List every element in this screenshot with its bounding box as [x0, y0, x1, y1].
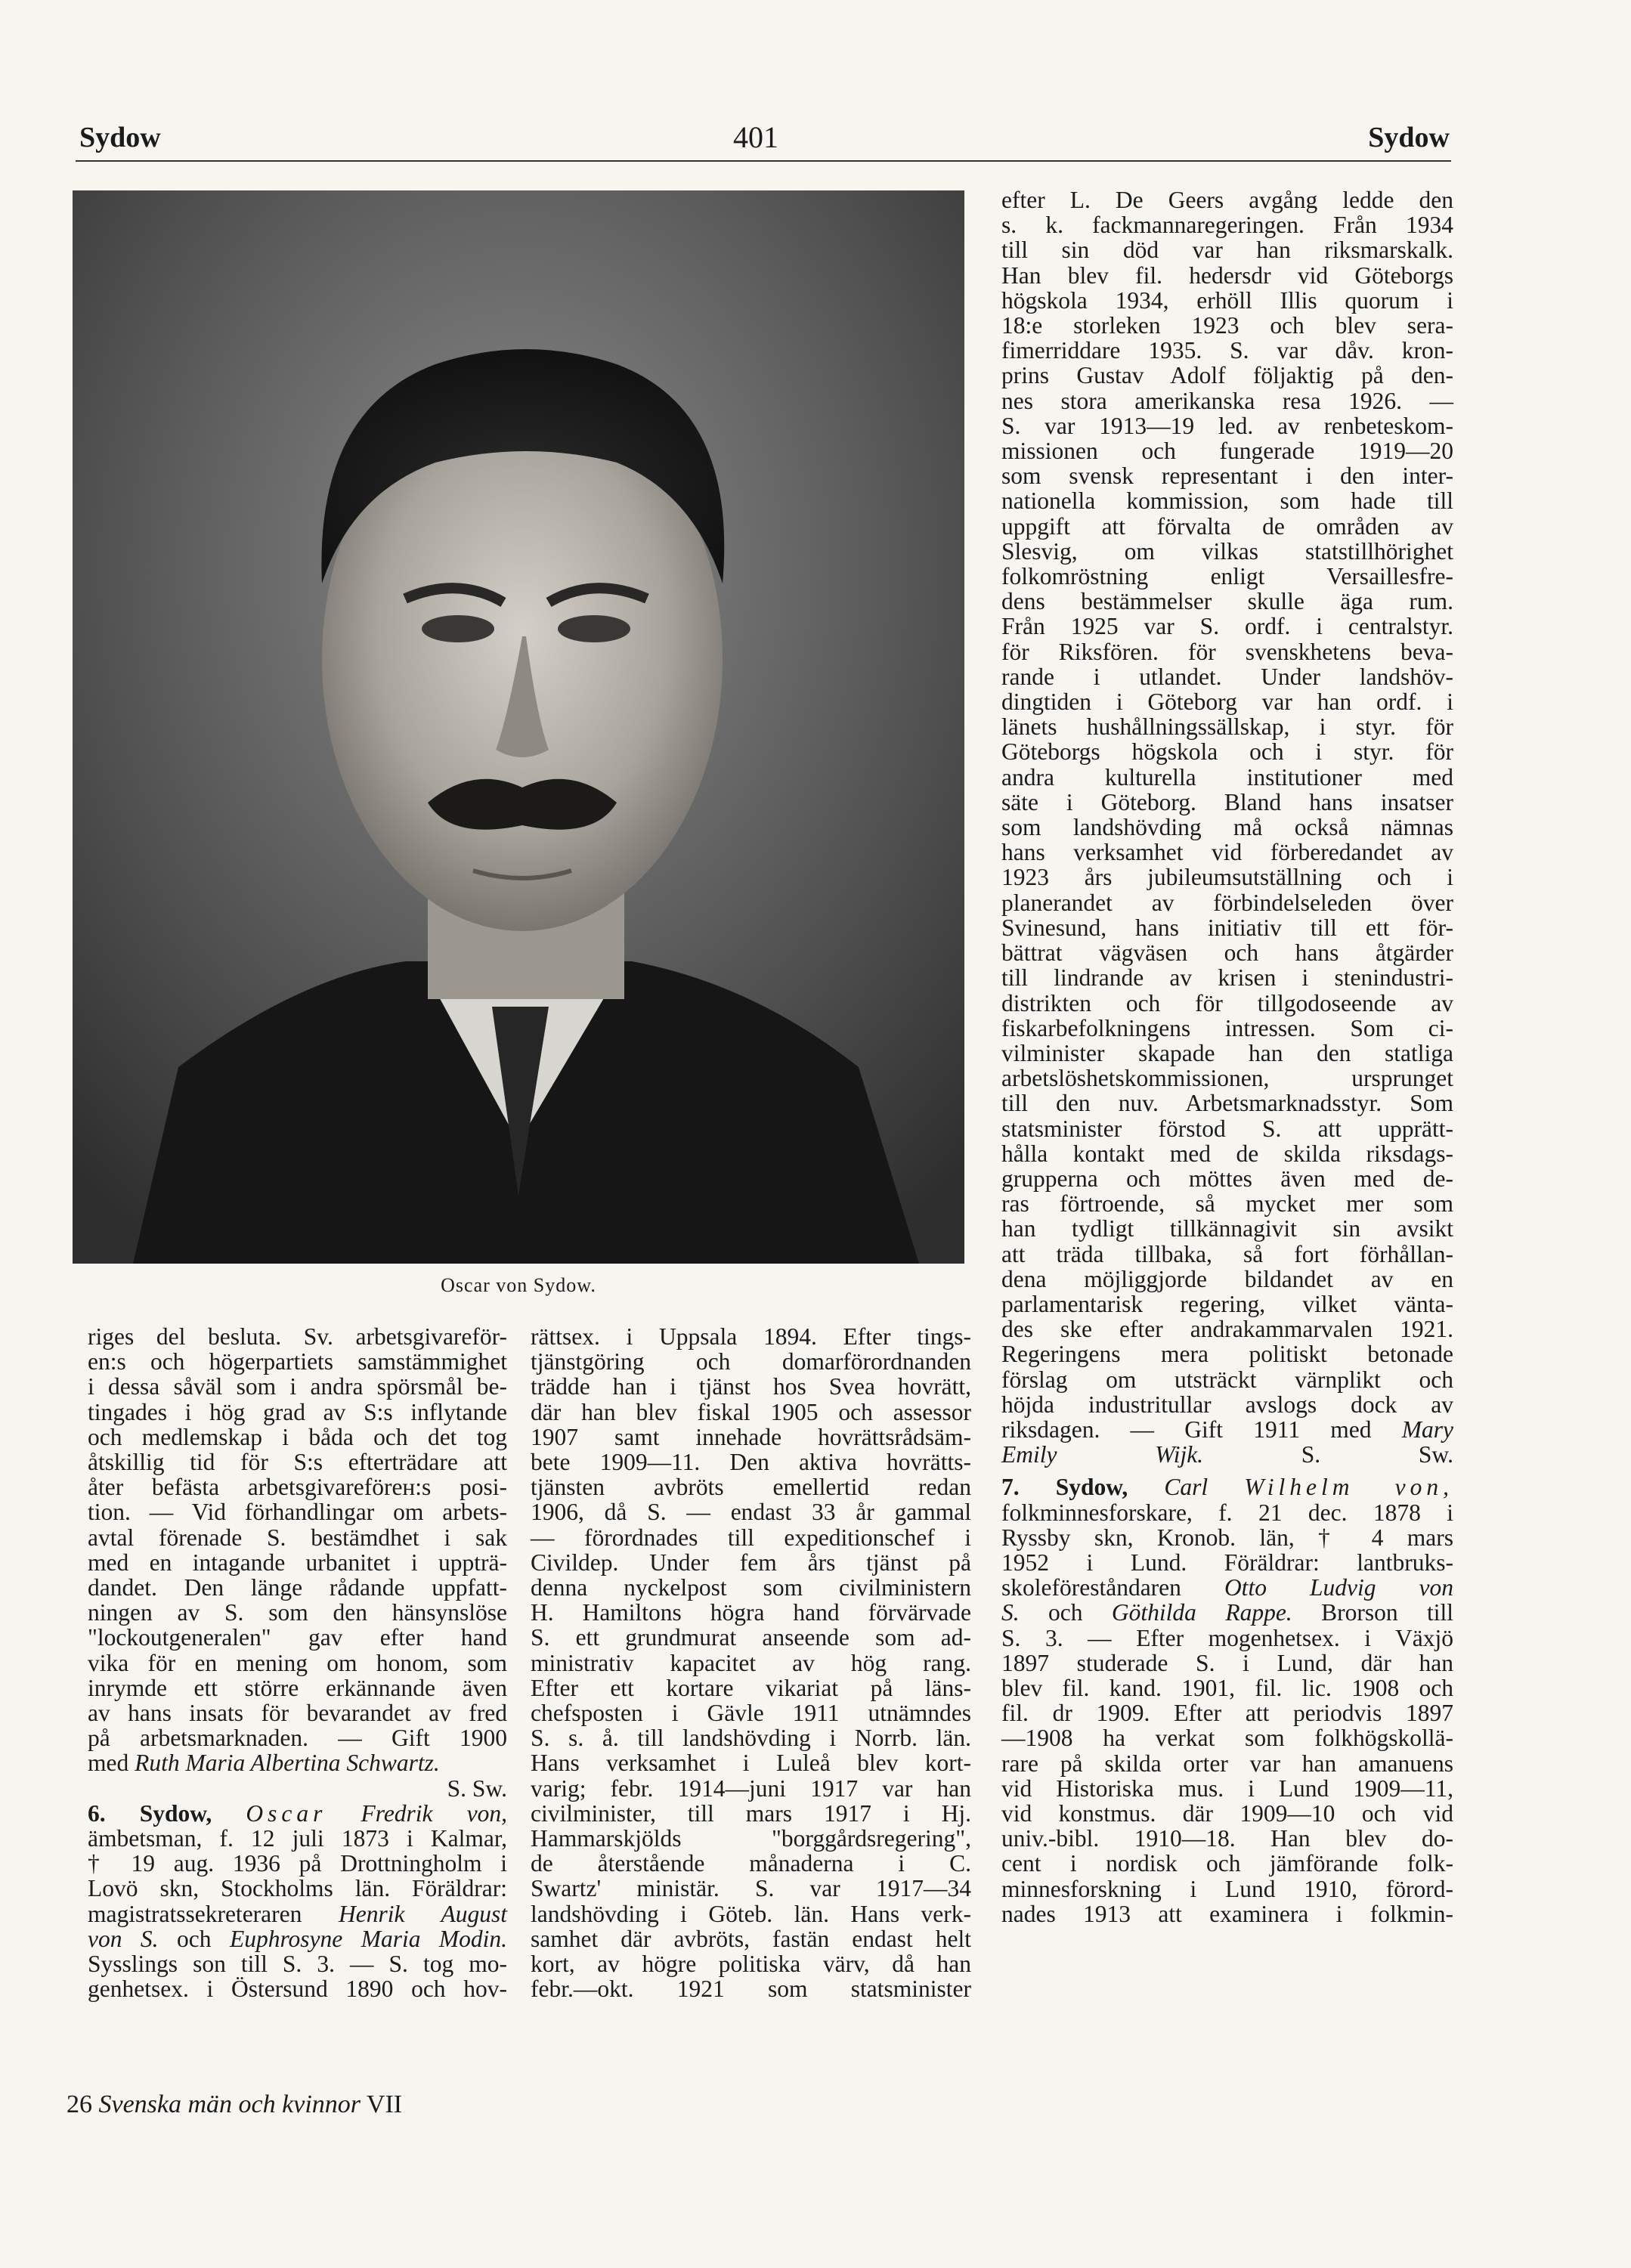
marriage-text: riksdagen. — Gift 1911 med: [1001, 1416, 1372, 1443]
text-column-3: [1001, 187, 1453, 1926]
text-line: S. ett grundmurat anseende som ad-: [531, 1624, 971, 1651]
entry-7-heading: [1001, 1474, 1453, 1499]
text-line: rättsex. i Uppsala 1894. Efter tings-: [531, 1323, 971, 1350]
text-line: hans verksamhet vid förberedandet av: [1001, 839, 1453, 866]
author-signature: S. Sw.: [1301, 1441, 1453, 1468]
marriage-prefix: med: [88, 1750, 129, 1777]
text-line: dandet. Den länge rådande uppfatt-: [88, 1574, 507, 1601]
parents-line: [1001, 1575, 1453, 1600]
text-line: efter L. De Geers avgång ledde den: [1001, 187, 1453, 213]
text-line: Lovö skn, Stockholms län. Föräldrar:: [88, 1875, 507, 1902]
text-line: och medlemskap i båda och det tog: [88, 1423, 507, 1450]
parents-and: och: [1048, 1599, 1083, 1626]
text-line: Sysslings son till S. 3. — S. tog mo-: [88, 1951, 507, 1978]
text-line: ras förtroende, så mycket mer som: [1001, 1190, 1453, 1218]
text-line: denna nyckelpost som civilministern: [531, 1574, 971, 1601]
text-line: som svensk representant i den inter-: [1001, 463, 1453, 490]
father-name-cont: S.: [1001, 1599, 1020, 1626]
text-line: distrikten och för tillgodoseende av: [1001, 989, 1453, 1016]
entry-surname: Sydow,: [139, 1799, 212, 1827]
author-signature: S. Sw.: [447, 1774, 507, 1802]
text-line: folkminnesforskare, f. 21 dec. 1878 i: [1001, 1499, 1453, 1526]
header-rule: [76, 160, 1451, 162]
text-line: av hans insats för bevarandet av fred: [88, 1700, 507, 1727]
text-line: nes stora amerikanska resa 1926. —: [1001, 387, 1453, 414]
text-line: cent i nordisk och jämförande folk-: [1001, 1850, 1453, 1877]
text-line: fil. dr 1909. Efter att periodvis 1897: [1001, 1700, 1453, 1727]
text-line: nationella kommission, som hade till: [1001, 487, 1453, 515]
text-line: rande i utlandet. Under landshöv-: [1001, 663, 1453, 690]
text-line: bättrat vägväsen och hans åtgärder: [1001, 939, 1453, 967]
text-line: planerandet av förbindelseleden över: [1001, 889, 1453, 916]
spouse-name: Mary: [1401, 1416, 1453, 1443]
parents-and: och: [177, 1925, 212, 1952]
text-line: S. var 1913—19 led. av renbeteskom-: [1001, 412, 1453, 439]
running-head-right: Sydow: [1368, 122, 1450, 153]
text-line: Göteborgs högskola och i styr. för: [1001, 738, 1453, 766]
text-line: 1923 års jubileumsutställning och i: [1001, 864, 1453, 891]
text-line: trädde han i tjänst hos Svea hovrätt,: [531, 1373, 971, 1400]
text-line: ämbetsman, f. 12 juli 1873 i Kalmar,: [88, 1825, 507, 1852]
text-line: des ske efter andrakammarvalen 1921.: [1001, 1316, 1453, 1343]
text-line: 1897 studerade S. i Lund, där han: [1001, 1649, 1453, 1676]
text-line: vid Historiska mus. i Lund 1909—11,: [1001, 1774, 1453, 1802]
brother-suffix: Brorson till: [1321, 1599, 1454, 1626]
signature-number: 26: [67, 2090, 92, 2118]
marriage-line: [1001, 1417, 1453, 1442]
text-line: —1908 ha verkat som folkhögskollä-: [1001, 1725, 1453, 1752]
spouse-name: Ruth Maria Albertina Schwartz.: [135, 1750, 440, 1777]
text-line: andra kulturella institutioner med: [1001, 763, 1453, 791]
spouse-name-cont: Emily Wijk.: [1001, 1441, 1204, 1468]
entry-given-rest: Fredrik von,: [361, 1799, 508, 1827]
text-line: till den nuv. Arbetsmarknadsstyr. Som: [1001, 1090, 1453, 1117]
text-line: † 19 aug. 1936 på Drottningholm i: [88, 1850, 507, 1877]
text-line: minnesforskning i Lund 1910, förord-: [1001, 1875, 1453, 1902]
text-line: missionen och fungerade 1919—20: [1001, 438, 1453, 465]
entry-number: 6.: [88, 1799, 106, 1827]
parents-prefix: magistratssekreteraren: [88, 1900, 302, 1927]
text-line: 1906, då S. — endast 33 år gammal: [531, 1499, 971, 1526]
father-name: Otto Ludvig von: [1224, 1574, 1453, 1601]
text-line: arbetslöshetskommissionen, ursprunget: [1001, 1065, 1453, 1092]
running-head-left: Sydow: [79, 122, 161, 153]
text-line: för Riksfören. för svenskhetens beva-: [1001, 638, 1453, 665]
text-line: fiskarbefolkningens intressen. Som ci-: [1001, 1014, 1453, 1041]
text-line: dens bestämmelser skulle äga rum.: [1001, 588, 1453, 615]
entry-given-name: Carl: [1164, 1474, 1209, 1501]
text-line: S. s. å. till landshövding i Norrb. län.: [531, 1725, 971, 1752]
text-line: Han blev fil. hedersdr vid Göteborgs: [1001, 261, 1453, 289]
text-line: ministrativ kapacitet av hög rang.: [531, 1649, 971, 1676]
text-line: där han blev fiskal 1905 och assessor: [531, 1398, 971, 1425]
text-line: 1952 i Lund. Föräldrar: lantbruks-: [1001, 1549, 1453, 1576]
portrait-illustration: [73, 190, 964, 1264]
text-line: han tydligt tillkännagivit sin avsikt: [1001, 1215, 1453, 1242]
text-line: parlamentarisk regering, vilket vänta-: [1001, 1290, 1453, 1317]
parents-line-2: [88, 1926, 507, 1951]
text-line: fimerriddare 1935. S. var dåv. kron-: [1001, 337, 1453, 364]
mother-name: Göthilda Rappe.: [1111, 1599, 1292, 1626]
entry-6-heading: [88, 1801, 507, 1826]
text-line: Ryssby skn, Kronob. län, † 4 mars: [1001, 1524, 1453, 1551]
text-line: förslag om utsträckt värnplikt och: [1001, 1366, 1453, 1393]
text-line: folkomröstning enligt Versaillesfre-: [1001, 563, 1453, 590]
text-line: kort, av högre politiska värv, då han: [531, 1951, 971, 1978]
text-line: samhet där avbröts, fastän endast helt: [531, 1925, 971, 1952]
text-line: dingtiden i Göteborg var han ordf. i: [1001, 688, 1453, 716]
text-line: avtal förenade S. bestämdhet i sak: [88, 1524, 507, 1551]
text-line: blev fil. kand. 1901, fil. lic. 1908 och: [1001, 1674, 1453, 1701]
text-column-2: [531, 1324, 971, 2001]
text-line: varig; febr. 1914—juni 1917 var han: [531, 1774, 971, 1802]
text-line: tion. — Vid förhandlingar om arbets-: [88, 1499, 507, 1526]
father-name: Henrik August: [338, 1900, 507, 1927]
text-line: chefsposten i Gävle 1911 utnämndes: [531, 1700, 971, 1727]
text-line: landshövding i Göteb. län. Hans verk-: [531, 1900, 971, 1927]
page-number: 401: [733, 120, 778, 154]
text-line: "lockoutgeneralen" gav efter hand: [88, 1624, 507, 1651]
text-line: åtskillig tid för S:s efterträdare att: [88, 1449, 507, 1476]
text-line: civilminister, till mars 1917 i Hj.: [531, 1799, 971, 1827]
text-line: febr.—okt. 1921 som statsminister: [531, 1976, 971, 2003]
text-line: länets hushållningssällskap, i styr. för: [1001, 713, 1453, 741]
text-line: vilminister skapade han den statliga: [1001, 1039, 1453, 1066]
text-line: de återstående månaderna i C.: [531, 1850, 971, 1877]
text-line: med en intagande urbanitet i uppträ-: [88, 1549, 507, 1576]
text-line: bete 1909—11. Den aktiva hovrätts-: [531, 1449, 971, 1476]
text-line: säte i Göteborg. Bland hans insatser: [1001, 788, 1453, 815]
text-line: Hans verksamhet i Luleå blev kort-: [531, 1750, 971, 1777]
text-line: nades 1913 att examinera i folkmin-: [1001, 1900, 1453, 1927]
text-line: i dessa såväl som i andra spörsmål be-: [88, 1373, 507, 1400]
text-line: H. Hamiltons högra hand förvärvade: [531, 1599, 971, 1626]
text-line: genhetsex. i Östersund 1890 och hov-: [88, 1976, 507, 2003]
photo-caption: Oscar von Sydow.: [441, 1274, 596, 1296]
text-line: höjda industritullar avslogs dock av: [1001, 1391, 1453, 1418]
text-line: vid konstmus. där 1909—10 och vid: [1001, 1800, 1453, 1827]
text-line: till sin död var han riksmarskalk.: [1001, 237, 1453, 264]
entry-number: 7.: [1001, 1474, 1020, 1501]
text-line: — förordnades till expeditionschef i: [531, 1524, 971, 1551]
text-line: vika för en mening om honom, som: [88, 1649, 507, 1676]
parents-prefix: skoleföreståndaren: [1001, 1574, 1181, 1601]
entry-surname: Sydow,: [1055, 1474, 1128, 1501]
parents-line-2: [1001, 1600, 1453, 1625]
parents-line: [88, 1901, 507, 1926]
text-line: Från 1925 var S. ordf. i centralstyr.: [1001, 613, 1453, 640]
text-line: statsminister förstod S. att upprätt-: [1001, 1115, 1453, 1142]
text-line: prins Gustav Adolf följaktig på den-: [1001, 362, 1453, 389]
text-line: dena möjliggjorde bildandet av en: [1001, 1265, 1453, 1292]
entry-given-name: Oscar: [246, 1799, 327, 1827]
entry-given-rest: Wilhelm von,: [1244, 1474, 1453, 1501]
text-line: uppgift att förvalta de områden av: [1001, 512, 1453, 540]
text-column-1: [88, 1324, 507, 2001]
text-line: hålla kontakt med de skilda riksdags-: [1001, 1140, 1453, 1167]
mother-name: Euphrosyne Maria Modin.: [229, 1925, 508, 1952]
text-line: inrymde ett större erkännande även: [88, 1674, 507, 1701]
text-line: tjänstgöring och domarförordnanden: [531, 1348, 971, 1375]
text-line: univ.-bibl. 1910—18. Han blev do-: [1001, 1825, 1453, 1852]
text-line: riges del besluta. Sv. arbetsgivareför-: [88, 1323, 507, 1350]
text-line: Swartz' ministär. S. var 1917—34: [531, 1875, 971, 1902]
text-line: S. 3. — Efter mogenhetsex. i Växjö: [1001, 1624, 1453, 1651]
text-line: 18:e storleken 1923 och blev sera-: [1001, 312, 1453, 339]
text-line: grupperna och möttes även med de-: [1001, 1165, 1453, 1192]
text-line: s. k. fackmannaregeringen. Från 1934: [1001, 212, 1453, 239]
text-line: på arbetsmarknaden. — Gift 1900: [88, 1725, 507, 1752]
volume-number: VII: [366, 2090, 403, 2118]
text-line: 1907 samt innehade hovrättsrådsäm-: [531, 1423, 971, 1450]
text-line: som landshövding må också nämnas: [1001, 814, 1453, 841]
text-line: tjänsten avbröts emellertid redan: [531, 1474, 971, 1501]
text-line: ningen av S. som den hänsynslöse: [88, 1599, 507, 1626]
text-line: Svinesund, hans initiativ till ett för-: [1001, 914, 1453, 941]
father-name-cont: von S.: [88, 1925, 159, 1952]
text-line: Efter ett kortare vikariat på läns-: [531, 1674, 971, 1701]
text-line: högskola 1934, erhöll Illis quorum i: [1001, 286, 1453, 314]
page-footer: [67, 2090, 402, 2119]
text-line: Regeringens mera politiskt betonade: [1001, 1341, 1453, 1368]
text-line: Civildep. Under fem års tjänst på: [531, 1549, 971, 1576]
portrait-photo: [73, 190, 964, 1264]
book-title: Svenska män och kvinnor: [98, 2090, 361, 2118]
text-line: en:s och högerpartiets samstämmighet: [88, 1348, 507, 1375]
text-line: rare på skilda orter var han amanuens: [1001, 1750, 1453, 1777]
text-line: Hammarskjölds "borggårdsregering",: [531, 1825, 971, 1852]
spouse-signature-line: [1001, 1442, 1453, 1467]
text-line: att träda tillbaka, så fort förhållan-: [1001, 1240, 1453, 1267]
text-line: Slesvig, om vilkas statstillhörighet: [1001, 537, 1453, 565]
text-line: till lindrande av krisen i stenindustri-: [1001, 964, 1453, 992]
text-line: tingades i hög grad av S:s inflytande: [88, 1398, 507, 1425]
marriage-line: [88, 1750, 507, 1775]
text-line: åter befästa arbetsgivareförен:s posi-: [88, 1474, 507, 1501]
